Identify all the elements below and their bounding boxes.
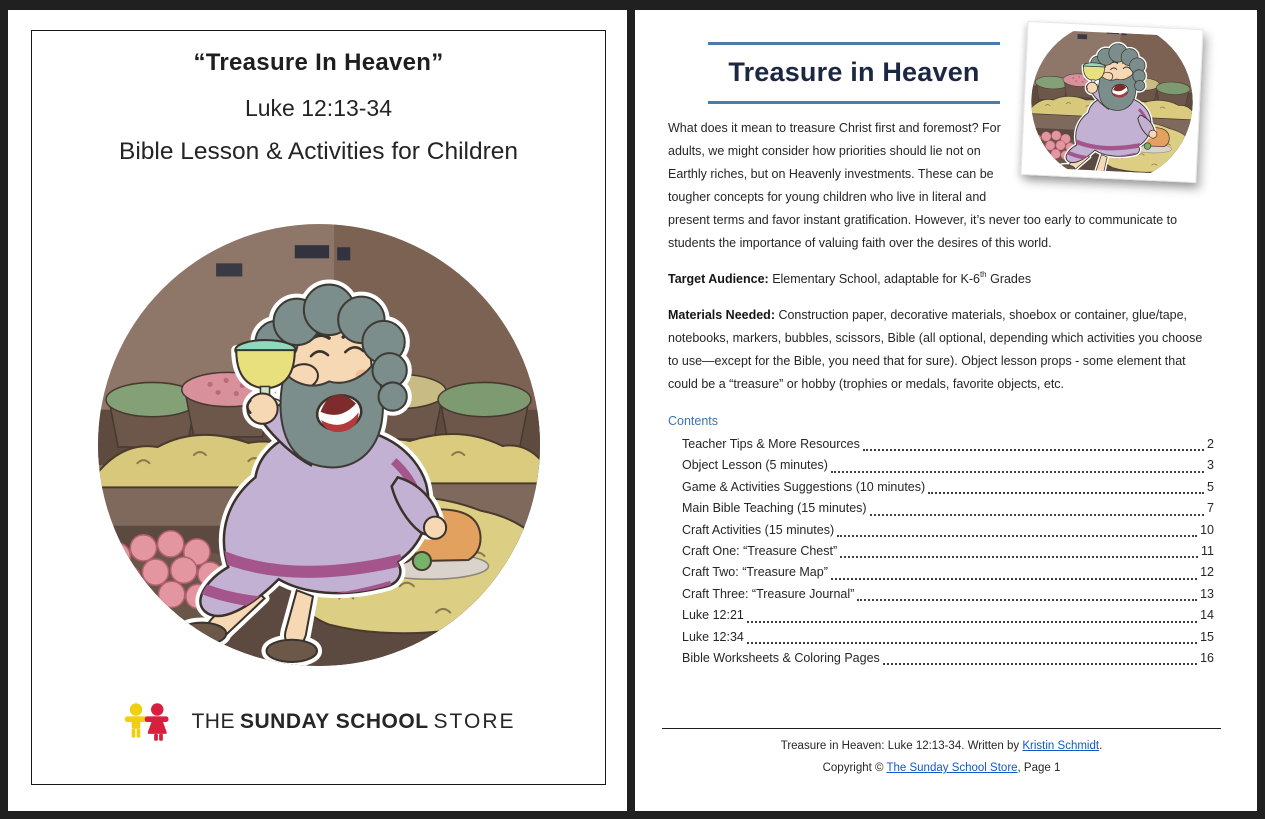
toc-page-number: 11	[1201, 544, 1214, 559]
cover-border	[31, 30, 606, 785]
ordinal-superscript: th	[979, 270, 987, 279]
dot-leader	[870, 514, 1204, 516]
toc-entry[interactable]: Luke 12:21 14	[668, 605, 1214, 626]
toc-page-number: 16	[1200, 651, 1214, 666]
logo-the: THE	[191, 710, 235, 733]
footer-line-1: Treasure in Heaven: Luke 12:13-34. Written by Kristin Schmidt.	[780, 740, 1103, 752]
materials-needed: Materials Needed: Construction paper, decorative materials, shoebox or container, glue/tape, notebooks, markers, bubbles, scissors, Bible (all optional, depending which activities you choose to use—except for the Bible, you need that for sure). Object lesson props - some element that could be a “treasure” or hobby (trophies or medals, favorite objects, etc.	[668, 308, 1203, 391]
cover-illustration-rich-fool	[97, 223, 541, 667]
toc-page-number: 13	[1200, 586, 1214, 601]
intro-paragraph: What does it mean to treasure Christ first and foremost? For adults, we might consider how priorities should lie not on Earthly riches, but on Heavenly investments. These can be tougher concepts for young children who live in literal and present terms and favor instant gratification. However, it’s never too early to communicate to students the importance of valuing faith over the desires of this world.	[668, 121, 1178, 250]
toc-entry[interactable]: Bible Worksheets & Coloring Pages 16	[668, 648, 1214, 669]
toc-page-number: 5	[1207, 479, 1214, 494]
toc-entry[interactable]: Craft Three: “Treasure Journal” 13	[668, 584, 1214, 605]
toc-entry[interactable]: Craft One: “Treasure Chest” 11	[668, 541, 1214, 562]
dot-leader	[747, 621, 1197, 623]
page-content	[668, 10, 1214, 669]
page-footer	[662, 728, 1221, 779]
toc-entry[interactable]: Main Bible Teaching (15 minutes) 7	[668, 498, 1214, 519]
toc-entry[interactable]: Craft Two: “Treasure Map” 12	[668, 562, 1214, 583]
cover-subtitle: Bible Lesson & Activities for Children	[119, 138, 518, 165]
cover-page	[8, 10, 627, 811]
contents-heading: Contents	[668, 414, 719, 428]
toc-page-number: 14	[1200, 608, 1214, 623]
toc-page-number: 3	[1207, 458, 1214, 473]
publisher-logo-text	[191, 710, 515, 734]
author-link[interactable]: Kristin Schmidt	[1022, 740, 1100, 752]
children-holding-hands-icon	[121, 701, 181, 743]
toc-entry[interactable]: Object Lesson (5 minutes) 3	[668, 455, 1214, 476]
toc-entry[interactable]: Game & Activities Suggestions (10 minutes) 5	[668, 477, 1214, 498]
logo-sunday-school: SUNDAY SCHOOL	[239, 710, 429, 733]
dot-leader	[837, 535, 1197, 537]
toc-page-number: 7	[1207, 501, 1214, 516]
dot-leader	[857, 599, 1197, 601]
dot-leader	[840, 556, 1198, 558]
cover-scripture: Luke 12:13-34	[244, 95, 393, 121]
logo-store: STORE	[433, 710, 516, 733]
target-audience-label: Target Audience:	[668, 272, 769, 286]
table-of-contents	[668, 434, 1214, 669]
toc-entry[interactable]: Luke 12:34 15	[668, 627, 1214, 648]
page-title: Treasure in Heaven	[708, 42, 1000, 104]
overview-page	[635, 10, 1257, 811]
dot-leader	[883, 663, 1197, 665]
thumbnail-wrap	[1014, 25, 1214, 200]
publisher-logo	[32, 701, 605, 743]
dot-leader	[747, 642, 1197, 644]
toc-entry[interactable]: Craft Activities (15 minutes) 10	[668, 520, 1214, 541]
store-link[interactable]: The Sunday School Store	[886, 762, 1018, 774]
toc-page-number: 12	[1200, 565, 1214, 580]
toc-page-number: 15	[1200, 629, 1214, 644]
toc-page-number: 10	[1200, 522, 1214, 537]
dot-leader	[831, 578, 1197, 580]
thumbnail-photo	[1020, 21, 1203, 183]
toc-page-number: 2	[1207, 437, 1214, 451]
dot-leader	[928, 492, 1204, 494]
target-audience: Target Audience: Elementary School, adaptable for K-6th Grades	[668, 270, 1032, 286]
dot-leader	[863, 449, 1204, 451]
toc-entry[interactable]: Teacher Tips & More Resources 2	[668, 434, 1214, 455]
footer-line-2: Copyright © The Sunday School Store, Page 1	[822, 762, 1061, 774]
cover-title: “Treasure In Heaven”	[193, 49, 444, 76]
thumbnail-illustration-rich-fool	[1028, 29, 1196, 174]
dot-leader	[831, 471, 1204, 473]
materials-needed-label: Materials Needed:	[668, 308, 775, 322]
